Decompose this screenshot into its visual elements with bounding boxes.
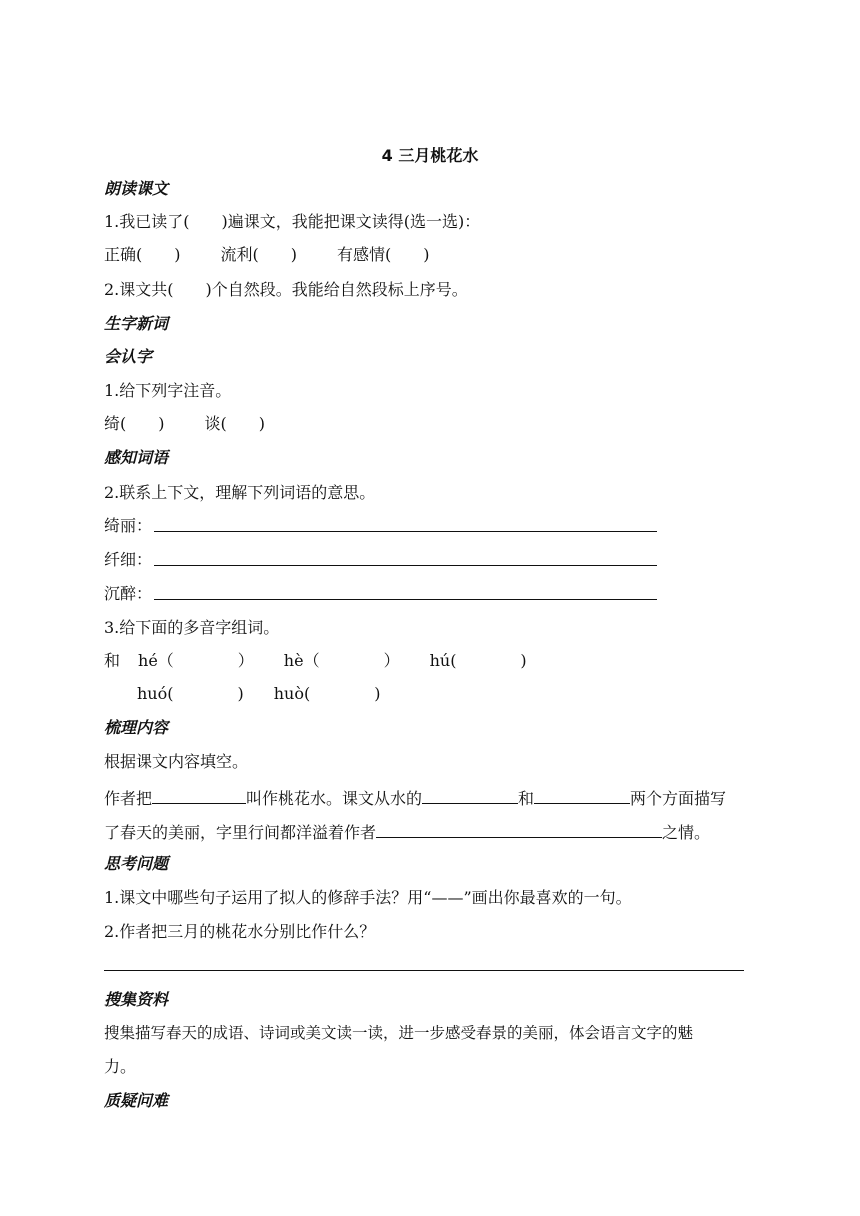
section-heading-question: 质疑问难	[104, 1091, 169, 1110]
section-heading-read: 朗读课文	[104, 179, 169, 198]
section-heading-recognize: 会认字	[104, 347, 153, 366]
pinyin-he4: hè（ ）	[283, 651, 400, 670]
read-question-2: 2.课文共( )个自然段。我能给自然段标上序号。	[104, 280, 468, 299]
section-heading-new-chars: 生字新词	[104, 314, 169, 333]
pinyin-huo4: huò( )	[273, 684, 381, 703]
section-heading-collect: 搜集资料	[104, 990, 169, 1009]
pinyin-hu2: hú( )	[429, 651, 527, 670]
think-answer-line[interactable]	[104, 970, 744, 971]
think-question-2: 2.作者把三月的桃花水分别比作什么？	[104, 922, 376, 941]
read-question-1: 1.我已读了( )遍课文，我能把课文读得(选一选)：	[104, 212, 481, 231]
word-qili-answer-line[interactable]	[154, 531, 657, 532]
collect-text-line-1: 搜集描写春天的成语、诗词或美文读一读，进一步感受春景的美丽，体会语言文字的魅	[104, 1024, 694, 1042]
pinyin-row	[104, 413, 265, 435]
polyphone-char: 和	[104, 651, 121, 670]
polyphone-row-1	[104, 650, 527, 672]
char-tan: 谈( )	[204, 414, 265, 433]
fill-blank-3[interactable]	[534, 785, 630, 804]
fill-text-c: 和	[518, 789, 535, 808]
recognize-question-1: 1.给下列字注音。	[104, 381, 232, 400]
word-chenzui-label: 沉醉：	[104, 584, 153, 603]
think-question-1: 1.课文中哪些句子运用了拟人的修辞手法？用“——”画出你最喜欢的一句。	[104, 888, 632, 907]
fill-text-a: 作者把	[104, 789, 153, 808]
word-qili-label: 绮丽：	[104, 516, 153, 535]
word-xianxi-answer-line[interactable]	[154, 565, 657, 566]
perceive-question-3: 3.给下面的多音字组词。	[104, 618, 280, 637]
fill-text-f: 之情。	[662, 823, 711, 842]
fill-text-d: 两个方面描写	[630, 789, 727, 808]
perceive-question-2: 2.联系上下文，理解下列词语的意思。	[104, 483, 376, 502]
fill-blank-4[interactable]	[376, 819, 662, 838]
fill-line-1	[104, 785, 726, 810]
collect-text-line-2: 力。	[104, 1057, 137, 1076]
page-title: 4 三月桃花水	[381, 146, 479, 165]
section-heading-sort: 梳理内容	[104, 718, 169, 737]
char-qi: 绮( )	[104, 414, 165, 433]
option-fluent: 流利( )	[220, 245, 297, 264]
fill-blank-2[interactable]	[422, 785, 518, 804]
pinyin-huo2: huó( )	[137, 684, 244, 703]
fill-line-2	[104, 819, 710, 844]
fill-text-b: 叫作桃花水。课文从水的	[246, 789, 423, 808]
read-options-row	[104, 244, 430, 266]
fill-text-e: 了春天的美丽，字里行间都洋溢着作者	[104, 823, 377, 842]
pinyin-he2: hé（ ）	[138, 651, 254, 670]
option-emotional: 有感情( )	[337, 245, 430, 264]
polyphone-row-2	[137, 683, 380, 705]
word-xianxi-label: 纤细：	[104, 550, 153, 569]
section-heading-perceive: 感知词语	[104, 448, 169, 467]
word-chenzui-answer-line[interactable]	[154, 599, 657, 600]
sort-intro: 根据课文内容填空。	[104, 752, 249, 771]
fill-blank-1[interactable]	[152, 785, 246, 804]
option-correct: 正确( )	[104, 245, 181, 264]
section-heading-think: 思考问题	[104, 854, 169, 873]
